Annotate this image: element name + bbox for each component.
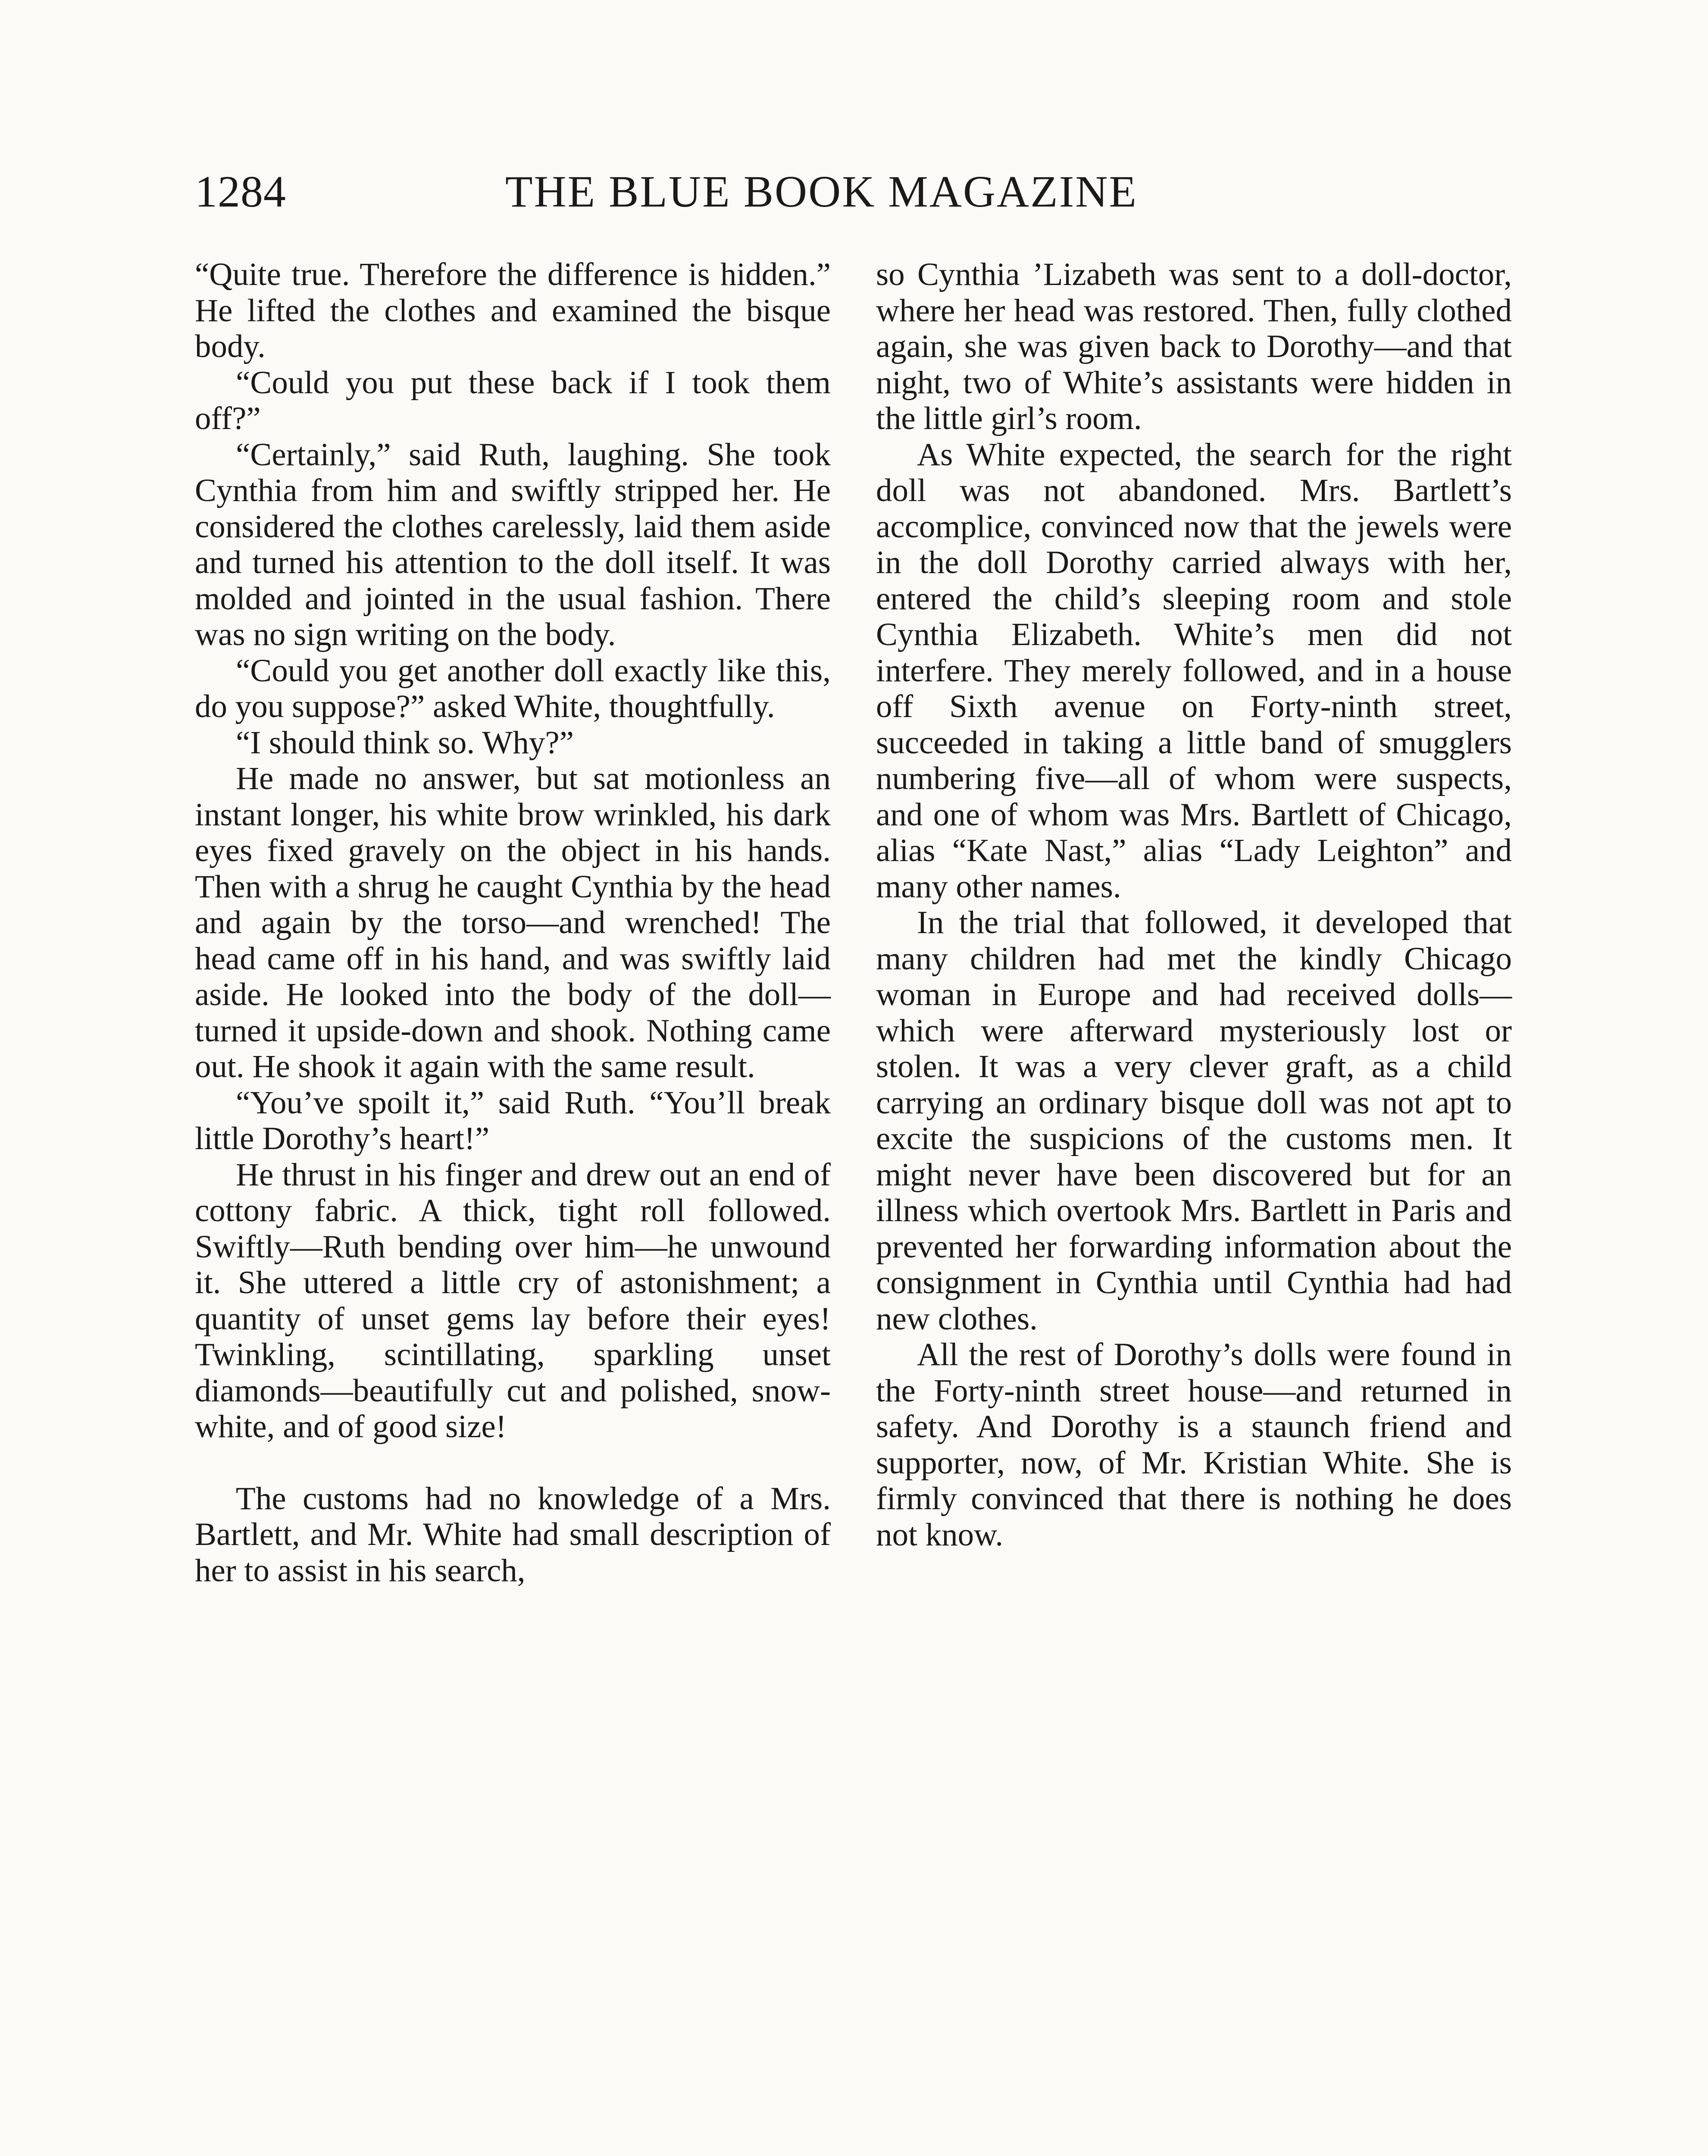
running-header	[195, 164, 1201, 220]
magazine-title: THE BLUE BOOK MAGAZINE	[505, 167, 1138, 216]
paragraph: “You’ve spoilt it,” said Ruth. “You’ll break little Dorothy’s heart!”	[195, 1084, 831, 1156]
paragraph: As White expected, the search for the right doll was not abandoned. Mrs. Bartlett’s accomplice, convinced now that the jewels were in the doll Dorothy carried always with her, entered the child’s sleeping room and stole Cynthia Elizabeth. White’s men did not interfere. They merely followed, and in a house off Sixth avenue on Forty-ninth street, succeeded in taking a little band of smugglers numbering five—all of whom were suspects, and one of whom was Mrs. Bartlett of Chicago, alias “Kate Nast,” alias “Lady Leighton” and many other names.	[876, 436, 1512, 905]
right-column	[876, 257, 1512, 1553]
paragraph: “Could you put these back if I took them off?”	[195, 364, 831, 436]
paragraph: The customs had no knowledge of a Mrs. Bartlett, and Mr. White had small description of her to assist in his search,	[195, 1480, 831, 1589]
paragraph: He made no answer, but sat motionless an instant longer, his white brow wrinkled, his dark eyes fixed gravely on the object in his hands. Then with a shrug he caught Cynthia by the head and again by the torso—and wrenched! The head came off in his hand, and was swiftly laid aside. He looked into the body of the doll—turned it upside-down and shook. Nothing came out. He shook it again with the same result.	[195, 761, 831, 1084]
paragraph: “Certainly,” said Ruth, laughing. She took Cynthia from him and swiftly stripped her. He considered the clothes carelessly, laid them aside and turned his attention to the doll itself. It was molded and jointed in the usual fashion. There was no sign writing on the body.	[195, 436, 831, 652]
page-number: 1284	[195, 167, 286, 216]
paragraph: In the trial that followed, it developed that many children had met the kindly Chicago woman in Europe and had received dolls—which were afterward mysteriously lost or stolen. It was a very clever graft, as a child carrying an ordinary bisque doll was not apt to excite the suspicions of the customs men. It might never have been discovered but for an illness which overtook Mrs. Bartlett in Paris and prevented her forwarding information about the consignment in Cynthia until Cynthia had had new clothes.	[876, 905, 1512, 1337]
paragraph: so Cynthia ’Lizabeth was sent to a doll-doctor, where her head was restored. Then, fully clothed again, she was given back to Dorothy—and that night, two of White’s assistants were hidden in the little girl’s room.	[876, 257, 1512, 436]
paragraph: All the rest of Dorothy’s dolls were found in the Forty-ninth street house—and returned in safety. And Dorothy is a staunch friend and supporter, now, of Mr. Kristian White. She is firmly convinced that there is nothing he does not know.	[876, 1337, 1512, 1553]
left-column	[195, 257, 831, 1589]
paragraph: “Could you get another doll exactly like this, do you suppose?” asked White, thoughtfully.	[195, 652, 831, 724]
paragraph: He thrust in his finger and drew out an end of cottony fabric. A thick, tight roll followed. Swiftly—Ruth bending over him—he unwound it. She uttered a little cry of astonishment; a quantity of unset gems lay before their eyes! Twinkling, scintillating, sparkling unset diamonds—beautifully cut and polished, snow-white, and of good size!	[195, 1156, 831, 1445]
paragraph: “I should think so. Why?”	[236, 724, 574, 761]
paragraph: “Quite true. Therefore the difference is hidden.” He lifted the clothes and examined the bisque body.	[195, 257, 831, 364]
